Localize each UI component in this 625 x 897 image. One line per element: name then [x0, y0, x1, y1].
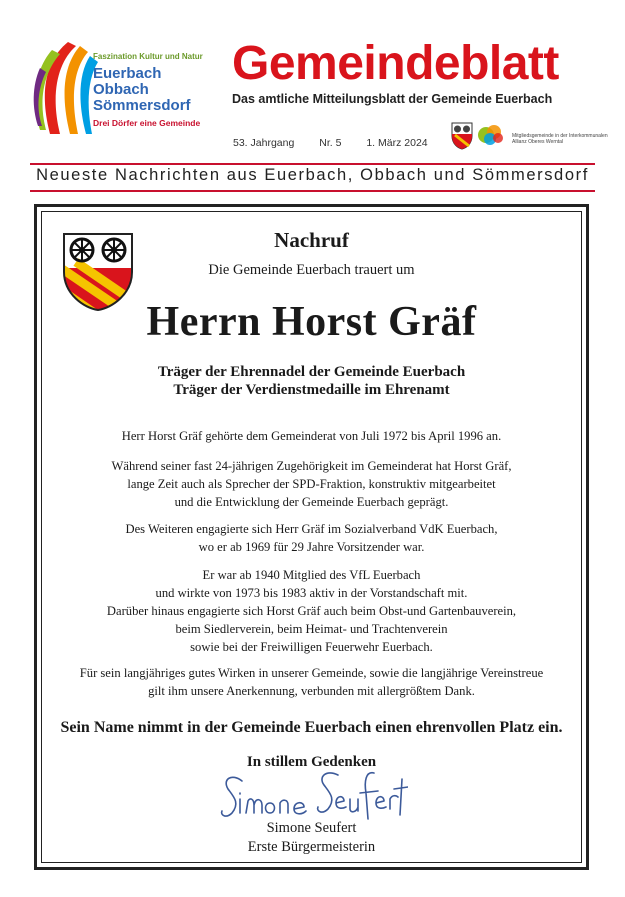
logo-town-obbach: Obbach [93, 81, 149, 98]
signer-name: Simone Seufert [266, 820, 357, 836]
text-line: Des Weiteren engagierte sich Herr Gräf im Sozialverband VdK Euerbach, [125, 522, 498, 536]
text-line: wo er ab 1969 für 29 Jahre Vorsitzender war. [198, 540, 425, 554]
logo-town-soemmersdorf: Sömmersdorf [93, 97, 191, 114]
paragraph-tenure [41, 457, 582, 511]
logo-subline: Drei Dörfer eine Gemeinde [93, 118, 201, 128]
issue-number: Nr. 5 [319, 137, 342, 149]
honor-line-1: Träger der Ehrennadel der Gemeinde Euerbach [157, 364, 466, 380]
text-line: Während seiner fast 24-jährigen Zugehörigkeit im Gemeinderat hat Horst Gräf, [111, 459, 512, 473]
masthead [232, 38, 597, 106]
text-line: sowie bei der Freiwilligen Feuerwehr Euerbach. [190, 640, 433, 654]
logo-town-euerbach: Euerbach [93, 65, 162, 82]
paragraph-clubs [41, 566, 582, 656]
masthead-title: Gemeindeblatt [232, 37, 559, 90]
closing-statement: Sein Name nimmt in der Gemeinde Euerbach einen ehrenvollen Platz ein. [60, 719, 563, 736]
text-line: und wirkte von 1973 bis 1983 aktiv in der Vorstandschaft mit. [155, 586, 468, 600]
text-line: beim Siedlerverein, beim Heimat- und Trachtenverein [175, 622, 448, 636]
divider-bottom [30, 190, 595, 192]
in-memory-line: In stillem Gedenken [246, 754, 377, 770]
deceased-name: Herrn Horst Gräf [146, 299, 477, 345]
news-banner: Neueste Nachrichten aus Euerbach, Obbach und Sömmersdorf [36, 166, 589, 184]
handwritten-signature [218, 767, 408, 823]
alliance-logo-icon [476, 122, 510, 148]
text-line: und die Entwicklung der Gemeinde Euerbach geprägt. [174, 495, 449, 509]
text-line: Er war ab 1940 Mitglied des VfL Euerbach [202, 568, 421, 582]
text-line: Für sein langjähriges gutes Wirken in unserer Gemeinde, sowie die langjährige Vereinstreue [79, 666, 544, 680]
municipality-logo [30, 38, 220, 138]
mini-crest-icon [451, 122, 473, 150]
text-line: Herr Horst Gräf gehörte dem Gemeinderat von Juli 1972 bis April 1996 an. [121, 429, 502, 443]
paragraph-thanks [41, 664, 582, 700]
alliance-membership-text: Mitgliedsgemeinde in der Interkommunalen Allianz Oberes Werntal [512, 133, 608, 145]
text-line: Darüber hinaus engagierte sich Horst Gräf auch beim Obst-und Gartenbauverein, [106, 604, 517, 618]
masthead-subtitle: Das amtliche Mitteilungsblatt der Gemeinde Euerbach [232, 92, 553, 106]
signer-role: Erste Bürgermeisterin [247, 839, 376, 855]
text-line: lange Zeit auch als Sprecher der SPD-Fraktion, konstruktiv mitgearbeitet [127, 477, 496, 491]
obituary-intro: Die Gemeinde Euerbach trauert um [208, 262, 415, 278]
issue-volume: 53. Jahrgang [233, 137, 295, 149]
issue-info [233, 137, 450, 149]
divider-top [30, 163, 595, 165]
obituary-heading: Nachruf [274, 228, 349, 252]
honor-line-2: Träger der Verdienstmedaille im Ehrenamt [173, 382, 450, 398]
paragraph-council [41, 427, 582, 445]
issue-date: 1. März 2024 [366, 137, 428, 149]
logo-swirl-icon [30, 38, 100, 138]
text-line: gilt ihm unsere Anerkennung, verbunden mit allergrößtem Dank. [148, 684, 475, 698]
logo-tagline: Faszination Kultur und Natur [93, 52, 203, 61]
paragraph-vdk [41, 520, 582, 556]
